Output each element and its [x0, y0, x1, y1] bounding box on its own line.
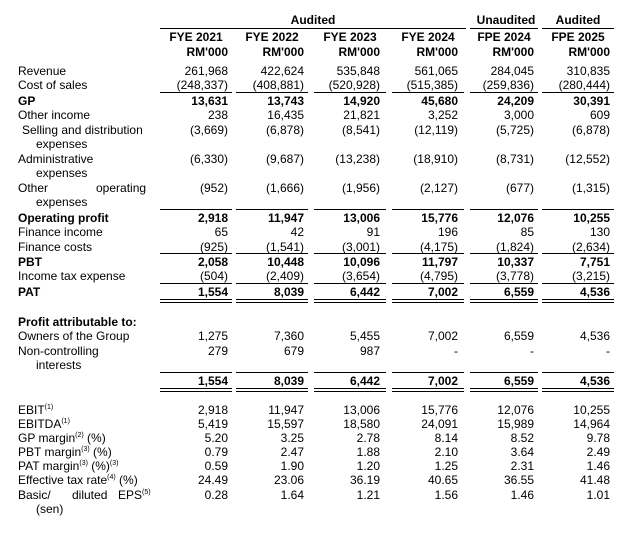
total-value-col-6: 4,536 — [579, 374, 610, 388]
other-op-label-word2: operating — [96, 181, 147, 195]
owners-value-col-2: 7,360 — [273, 329, 304, 343]
rule-line — [160, 253, 232, 254]
gp-value-col-5: 24,209 — [497, 94, 534, 108]
eps-value-col-5: 1.46 — [510, 488, 534, 502]
double-rule-line — [470, 299, 538, 303]
pat-label: PAT — [18, 285, 41, 299]
other-income-label: Other income — [18, 108, 91, 122]
admin-value-col-3: (13,238) — [335, 152, 380, 166]
pat-margin-value-col-1: 0.59 — [204, 459, 228, 473]
pat-value-col-4: 7,002 — [427, 285, 458, 299]
pat-margin-footnote: (3) — [79, 460, 88, 467]
rule-line — [160, 283, 232, 284]
tax-value-col-6: (3,215) — [571, 269, 610, 283]
period-fye-2022: FYE 2022 — [245, 30, 299, 44]
selling-value-col-5: (5,725) — [495, 123, 534, 137]
rule-line — [160, 209, 232, 210]
selling-value-col-2: (6,878) — [265, 123, 304, 137]
other-income-value-col-4: 3,252 — [427, 108, 458, 122]
cos-value-col-3: (520,928) — [328, 78, 380, 92]
rule-line — [542, 283, 614, 284]
pat-value-col-3: 6,442 — [349, 285, 380, 299]
header-audited-left: Audited — [290, 13, 336, 27]
fin-income-value-col-4: 196 — [437, 225, 458, 239]
other-income-value-col-6: 609 — [589, 108, 610, 122]
owners-label: Owners of the Group — [18, 329, 130, 343]
double-rule-line — [160, 299, 232, 303]
double-rule-line — [392, 388, 464, 392]
rule-line — [314, 253, 386, 254]
pat-margin-label — [18, 459, 118, 473]
gp-margin-label — [18, 431, 106, 445]
total-value-col-3: 6,442 — [349, 374, 380, 388]
ebitda-label — [18, 417, 70, 431]
eps-footnote: (5) — [142, 489, 151, 496]
pbt-value-col-4: 11,797 — [421, 255, 458, 269]
nci-label-line2: interests — [36, 358, 82, 372]
header-unaudited: Unaudited — [476, 13, 536, 27]
pbt-margin-label — [18, 445, 112, 459]
ebitda-value-col-4: 24,091 — [421, 417, 458, 431]
gp-value-col-4: 45,680 — [421, 94, 458, 108]
unit-col-1: RM'000 — [186, 45, 228, 59]
eff-tax-label-suffix: (%) — [115, 473, 138, 487]
ebitda-value-col-3: 18,580 — [343, 417, 380, 431]
double-rule-line — [542, 299, 614, 303]
ebit-value-col-1: 2,918 — [197, 403, 228, 417]
period-fye-2023: FYE 2023 — [323, 30, 377, 44]
pat-margin-label-suffix: (%) — [87, 459, 110, 473]
unit-col-6: RM'000 — [568, 45, 610, 59]
op-profit-label: Operating profit — [18, 211, 109, 225]
nci-label-line1: Non-controlling — [18, 344, 99, 358]
pbt-value-col-1: 2,058 — [197, 255, 228, 269]
fin-income-value-col-6: 130 — [589, 225, 610, 239]
pat-value-col-5: 6,559 — [503, 285, 534, 299]
pat-margin-value-col-3: 1.20 — [356, 459, 380, 473]
pbt-margin-label-suffix: (%) — [89, 445, 112, 459]
rule-line — [314, 209, 386, 210]
ebit-value-col-6: 10,255 — [573, 403, 610, 417]
eff-tax-value-col-6: 41.48 — [579, 473, 610, 487]
other-income-value-col-5: 3,000 — [503, 108, 534, 122]
selling-label-line2: expenses — [36, 137, 88, 151]
fin-income-label: Finance income — [18, 225, 103, 239]
cos-value-col-5: (259,836) — [482, 78, 534, 92]
rule-line — [470, 209, 538, 210]
admin-value-col-6: (12,552) — [565, 152, 610, 166]
pbt-margin-value-col-2: 2.47 — [280, 445, 304, 459]
pbt-margin-value-col-5: 3.64 — [510, 445, 534, 459]
pat-margin-footnote-2: (3) — [109, 460, 119, 467]
eff-tax-label — [18, 473, 138, 487]
rule-line — [470, 92, 538, 93]
pbt-margin-footnote: (3) — [81, 446, 90, 453]
revenue-label: Revenue — [18, 64, 67, 78]
ebitda-footnote: (1) — [61, 418, 70, 425]
rule-line — [236, 92, 308, 93]
fin-costs-value-col-5: (1,824) — [495, 240, 534, 254]
pbt-value-col-2: 10,448 — [267, 255, 304, 269]
unit-col-3: RM'000 — [338, 45, 380, 59]
selling-value-col-4: (12,119) — [414, 123, 458, 137]
total-value-col-2: 8,039 — [273, 374, 304, 388]
tax-value-col-5: (3,778) — [495, 269, 534, 283]
double-rule-line — [542, 388, 614, 392]
eps-value-col-2: 1.64 — [280, 488, 304, 502]
eff-tax-value-col-3: 36.19 — [349, 473, 380, 487]
other-op-value-col-5: (677) — [505, 181, 534, 195]
pbt-margin-value-col-1: 0.79 — [204, 445, 228, 459]
ebit-label-text: EBIT — [18, 403, 45, 417]
fin-income-value-col-2: 42 — [290, 225, 304, 239]
nci-value-col-2: 679 — [283, 344, 304, 358]
rule-line — [542, 92, 614, 93]
rule-line — [236, 372, 308, 373]
admin-label-line1: Administrative — [18, 152, 94, 166]
tax-label: Income tax expense — [18, 269, 126, 283]
pbt-value-col-5: 10,337 — [497, 255, 534, 269]
revenue-value-col-3: 535,848 — [336, 64, 380, 78]
selling-value-col-3: (8,541) — [341, 123, 380, 137]
fin-costs-value-col-3: (3,001) — [341, 240, 380, 254]
other-op-value-col-6: (1,315) — [571, 181, 610, 195]
ebit-value-col-2: 11,947 — [268, 403, 304, 417]
eff-tax-value-col-2: 23.06 — [273, 473, 304, 487]
gp-margin-value-col-3: 2.78 — [356, 431, 380, 445]
other-op-value-col-4: (2,127) — [419, 181, 458, 195]
other-op-value-col-1: (952) — [199, 181, 228, 195]
pat-value-col-6: 4,536 — [579, 285, 610, 299]
double-rule-line — [314, 299, 386, 303]
owners-value-col-3: 5,455 — [349, 329, 380, 343]
ebit-value-col-4: 15,776 — [421, 403, 458, 417]
pbt-margin-value-col-3: 1.88 — [356, 445, 380, 459]
cos-value-col-2: (408,881) — [252, 78, 304, 92]
rule-line — [236, 253, 308, 254]
admin-value-col-1: (6,330) — [189, 152, 228, 166]
revenue-value-col-1: 261,968 — [184, 64, 228, 78]
fin-income-value-col-5: 85 — [520, 225, 534, 239]
owners-value-col-4: 7,002 — [427, 329, 458, 343]
gp-value-col-6: 30,391 — [573, 94, 610, 108]
rule-line — [160, 372, 232, 373]
gp-margin-value-col-1: 5.20 — [204, 431, 228, 445]
header-audited-right: Audited — [555, 13, 601, 27]
double-rule-line — [236, 388, 308, 392]
rule-line — [314, 372, 386, 373]
eff-tax-value-col-5: 36.55 — [503, 473, 534, 487]
rule-line — [470, 253, 538, 254]
rule-line — [542, 372, 614, 373]
fin-costs-value-col-2: (1,541) — [265, 240, 304, 254]
pat-margin-value-col-5: 2.31 — [510, 459, 534, 473]
other-op-label-line2: expenses — [36, 195, 88, 209]
pat-margin-value-col-2: 1.90 — [280, 459, 304, 473]
ebit-label — [18, 403, 53, 417]
ebit-value-col-3: 13,006 — [343, 403, 380, 417]
double-rule-line — [160, 388, 232, 392]
tax-value-col-4: (4,795) — [419, 269, 458, 283]
total-value-col-1: 1,554 — [197, 374, 228, 388]
rule-line — [542, 253, 614, 254]
rule-line — [392, 372, 464, 373]
other-income-value-col-3: 21,821 — [343, 108, 380, 122]
double-rule-line — [314, 388, 386, 392]
nci-value-col-5: - — [530, 344, 534, 358]
double-rule-line — [392, 299, 464, 303]
eff-tax-value-col-4: 40.65 — [427, 473, 458, 487]
tax-value-col-2: (2,409) — [265, 269, 304, 283]
rule-line — [314, 283, 386, 284]
unit-col-4: RM'000 — [416, 45, 458, 59]
pat-margin-value-col-6: 1.46 — [586, 459, 610, 473]
op-profit-value-col-2: 11,947 — [267, 211, 304, 225]
ebitda-value-col-5: 15,989 — [497, 417, 534, 431]
eps-value-col-1: 0.28 — [204, 488, 228, 502]
eps-label-line2: (sen) — [36, 502, 64, 516]
revenue-value-col-2: 422,624 — [260, 64, 304, 78]
gp-margin-value-col-5: 8.52 — [510, 431, 534, 445]
eps-label-eps: EPS — [118, 488, 143, 502]
rule-line — [470, 283, 538, 284]
rule-line — [392, 283, 464, 284]
selling-value-col-1: (3,669) — [189, 123, 228, 137]
gp-margin-footnote: (2) — [75, 432, 84, 439]
total-value-col-4: 7,002 — [427, 374, 458, 388]
admin-value-col-5: (8,731) — [495, 152, 534, 166]
revenue-value-col-6: 310,835 — [566, 64, 610, 78]
revenue-value-col-5: 284,045 — [490, 64, 534, 78]
rule-line — [236, 283, 308, 284]
unit-col-2: RM'000 — [262, 45, 304, 59]
gp-value-col-3: 14,920 — [343, 94, 380, 108]
pbt-label: PBT — [18, 255, 42, 269]
rule-line — [392, 92, 464, 93]
gp-margin-value-col-2: 3.25 — [280, 431, 304, 445]
double-rule-line — [236, 299, 308, 303]
nci-value-col-4: - — [454, 344, 458, 358]
double-rule-line — [470, 388, 538, 392]
gp-margin-label-suffix: (%) — [83, 431, 106, 445]
op-profit-value-col-5: 12,076 — [497, 211, 534, 225]
ebitda-value-col-1: 5,419 — [197, 417, 228, 431]
period-fpe-2024: FPE 2024 — [477, 30, 531, 44]
rule-line — [470, 372, 538, 373]
selling-value-col-6: (6,878) — [571, 123, 610, 137]
eps-label-word3 — [118, 488, 151, 502]
pbt-margin-value-col-6: 2.49 — [586, 445, 610, 459]
pbt-margin-label-text: PBT margin — [18, 445, 82, 459]
nci-value-col-1: 279 — [207, 344, 228, 358]
pat-margin-value-col-4: 1.25 — [434, 459, 458, 473]
gp-value-col-1: 13,631 — [191, 94, 228, 108]
owners-value-col-6: 4,536 — [579, 329, 610, 343]
ebitda-value-col-2: 15,597 — [267, 417, 304, 431]
admin-label-line2: expenses — [36, 166, 88, 180]
fin-costs-value-col-1: (925) — [199, 240, 228, 254]
eff-tax-label-text: Effective tax rate — [18, 473, 108, 487]
pbt-value-col-6: 7,751 — [579, 255, 610, 269]
rule-line — [542, 209, 614, 210]
fin-costs-value-col-4: (4,175) — [419, 240, 458, 254]
gp-value-col-2: 13,743 — [267, 94, 304, 108]
ebitda-label-text: EBITDA — [18, 417, 62, 431]
other-op-value-col-2: (1,666) — [265, 181, 304, 195]
selling-label-line1: Selling and distribution — [22, 123, 143, 137]
tax-value-col-1: (504) — [199, 269, 228, 283]
other-income-value-col-2: 16,435 — [267, 108, 304, 122]
gp-label: GP — [18, 94, 36, 108]
fin-income-value-col-1: 65 — [214, 225, 228, 239]
eps-value-col-3: 1.21 — [356, 488, 380, 502]
owners-value-col-5: 6,559 — [503, 329, 534, 343]
cos-value-col-6: (280,444) — [558, 78, 610, 92]
op-profit-value-col-4: 15,776 — [421, 211, 458, 225]
fin-income-value-col-3: 91 — [366, 225, 380, 239]
eps-value-col-6: 1.01 — [586, 488, 610, 502]
other-op-label-word1: Other — [18, 181, 49, 195]
period-fpe-2025: FPE 2025 — [551, 30, 605, 44]
op-profit-value-col-1: 2,918 — [197, 211, 228, 225]
rule-line — [160, 92, 232, 93]
cos-label: Cost of sales — [18, 78, 88, 92]
cos-value-col-1: (248,337) — [176, 78, 228, 92]
nci-value-col-6: - — [606, 344, 610, 358]
revenue-value-col-4: 561,065 — [414, 64, 458, 78]
gp-margin-label-text: GP margin — [18, 431, 76, 445]
eps-label-word2: diluted — [72, 488, 108, 502]
eps-label-word1: Basic/ — [18, 488, 51, 502]
eff-tax-value-col-1: 24.49 — [197, 473, 228, 487]
owners-value-col-1: 1,275 — [197, 329, 228, 343]
gp-margin-value-col-6: 9.78 — [586, 431, 610, 445]
ebitda-value-col-6: 14,964 — [573, 417, 610, 431]
pbt-margin-value-col-4: 2.10 — [434, 445, 458, 459]
other-op-value-col-3: (1,956) — [341, 181, 380, 195]
fin-costs-label: Finance costs — [18, 240, 93, 254]
fin-costs-value-col-6: (2,634) — [571, 240, 610, 254]
period-fye-2024: FYE 2024 — [401, 30, 455, 44]
pat-margin-label-text: PAT margin — [18, 459, 80, 473]
other-income-value-col-1: 238 — [207, 108, 228, 122]
pbt-value-col-3: 10,096 — [343, 255, 380, 269]
ebit-value-col-5: 12,076 — [497, 403, 534, 417]
admin-value-col-2: (9,687) — [265, 152, 304, 166]
rule-line — [236, 209, 308, 210]
gp-margin-value-col-4: 8.14 — [434, 431, 458, 445]
ebit-footnote: (1) — [44, 404, 54, 411]
unit-col-5: RM'000 — [492, 45, 534, 59]
total-value-col-5: 6,559 — [503, 374, 534, 388]
nci-value-col-3: 987 — [359, 344, 380, 358]
rule-line — [392, 209, 464, 210]
attrib-heading-label: Profit attributable to: — [18, 315, 137, 329]
eps-value-col-4: 1.56 — [434, 488, 458, 502]
rule-line — [392, 253, 464, 254]
rule-line — [314, 92, 386, 93]
eff-tax-footnote: (4) — [107, 474, 116, 481]
op-profit-value-col-3: 13,006 — [343, 211, 380, 225]
pat-value-col-1: 1,554 — [197, 285, 228, 299]
cos-value-col-4: (515,385) — [406, 78, 458, 92]
tax-value-col-3: (3,654) — [341, 269, 380, 283]
admin-value-col-4: (18,910) — [413, 152, 458, 166]
pat-value-col-2: 8,039 — [273, 285, 304, 299]
period-fye-2021: FYE 2021 — [169, 30, 223, 44]
op-profit-value-col-6: 10,255 — [573, 211, 610, 225]
